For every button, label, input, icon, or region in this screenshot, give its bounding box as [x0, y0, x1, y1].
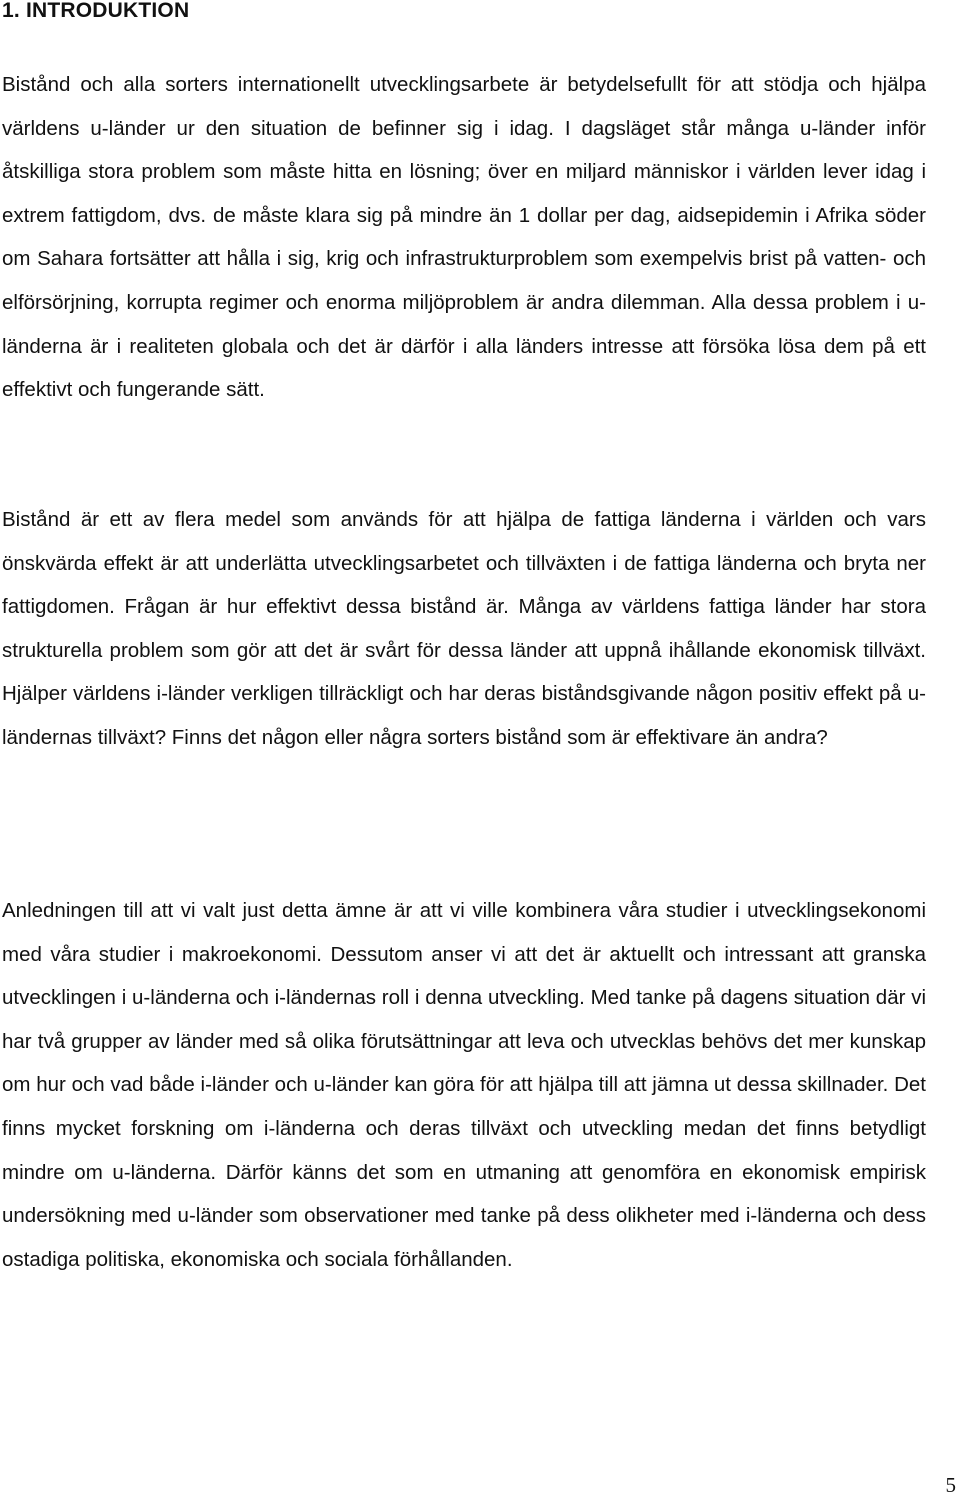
- paragraph-3: Anledningen till att vi valt just detta ämne är att vi ville kombinera våra studier i utvecklingsekonomi med våra studier i makroekonomi. Dessutom anser vi att det är aktuellt och intressant att granska utvecklingen i u-länderna och i-ländernas roll i denna utveckling. Med tanke på dagens situation där vi har två grupper av länder med så olika förutsättningar att leva och utvecklas behövs det mer kunskap om hur och vad både i-länder och u-länder kan göra för att hjälpa till att jämna ut dessa skillnader. Det finns mycket forskning om i-länderna och deras tillväxt och utveckling medan det finns betydligt mindre om u-länderna. Därför känns det som en utmaning att genomföra en ekonomisk empirisk undersökning med u-länder som observationer med tanke på dess olikheter med i-länderna och dess ostadiga politiska, ekonomiska och sociala förhållanden.: [2, 899, 926, 1271]
- section-heading: 1. INTRODUKTION: [2, 0, 190, 22]
- page-number: 5: [945, 1473, 956, 1497]
- paragraph-1: Bistånd och alla sorters internationellt utvecklingsarbete är betydelsefullt för att stödja och hjälpa världens u-länder ur den situation de befinner sig i idag. I dagsläget står många u-länder inför åtskilliga stora problem som måste hitta en lösning; över en miljard människor i världen lever idag i extrem fattigdom, dvs. de måste klara sig på mindre än 1 dollar per dag, aidsepidemin i Afrika söder om Sahara fortsätter att hålla i sig, krig och infrastrukturproblem som exempelvis brist på vatten- och elförsörjning, korrupta regimer och enorma miljöproblem är andra dilemman. Alla dessa problem i u-länderna är i realiteten globala och det är därför i alla länders intresse att försöka lösa dem på ett effektivt och fungerande sätt.: [2, 73, 926, 402]
- paragraph-2: Bistånd är ett av flera medel som används för att hjälpa de fattiga länderna i världen och vars önskvärda effekt är att underlätta utvecklingsarbetet och tillväxten i de fattiga länderna och bryta ner fattigdomen. Frågan är hur effektivt dessa bistånd är. Många av världens fattiga länder har stora strukturella problem som gör att det är svårt för dessa länder att uppnå ihållande ekonomisk tillväxt. Hjälper världens i-länder verkligen tillräckligt och har deras biståndsgivande någon positiv effekt på u-ländernas tillväxt? Finns det någon eller några sorters bistånd som är effektivare än andra?: [2, 508, 926, 749]
